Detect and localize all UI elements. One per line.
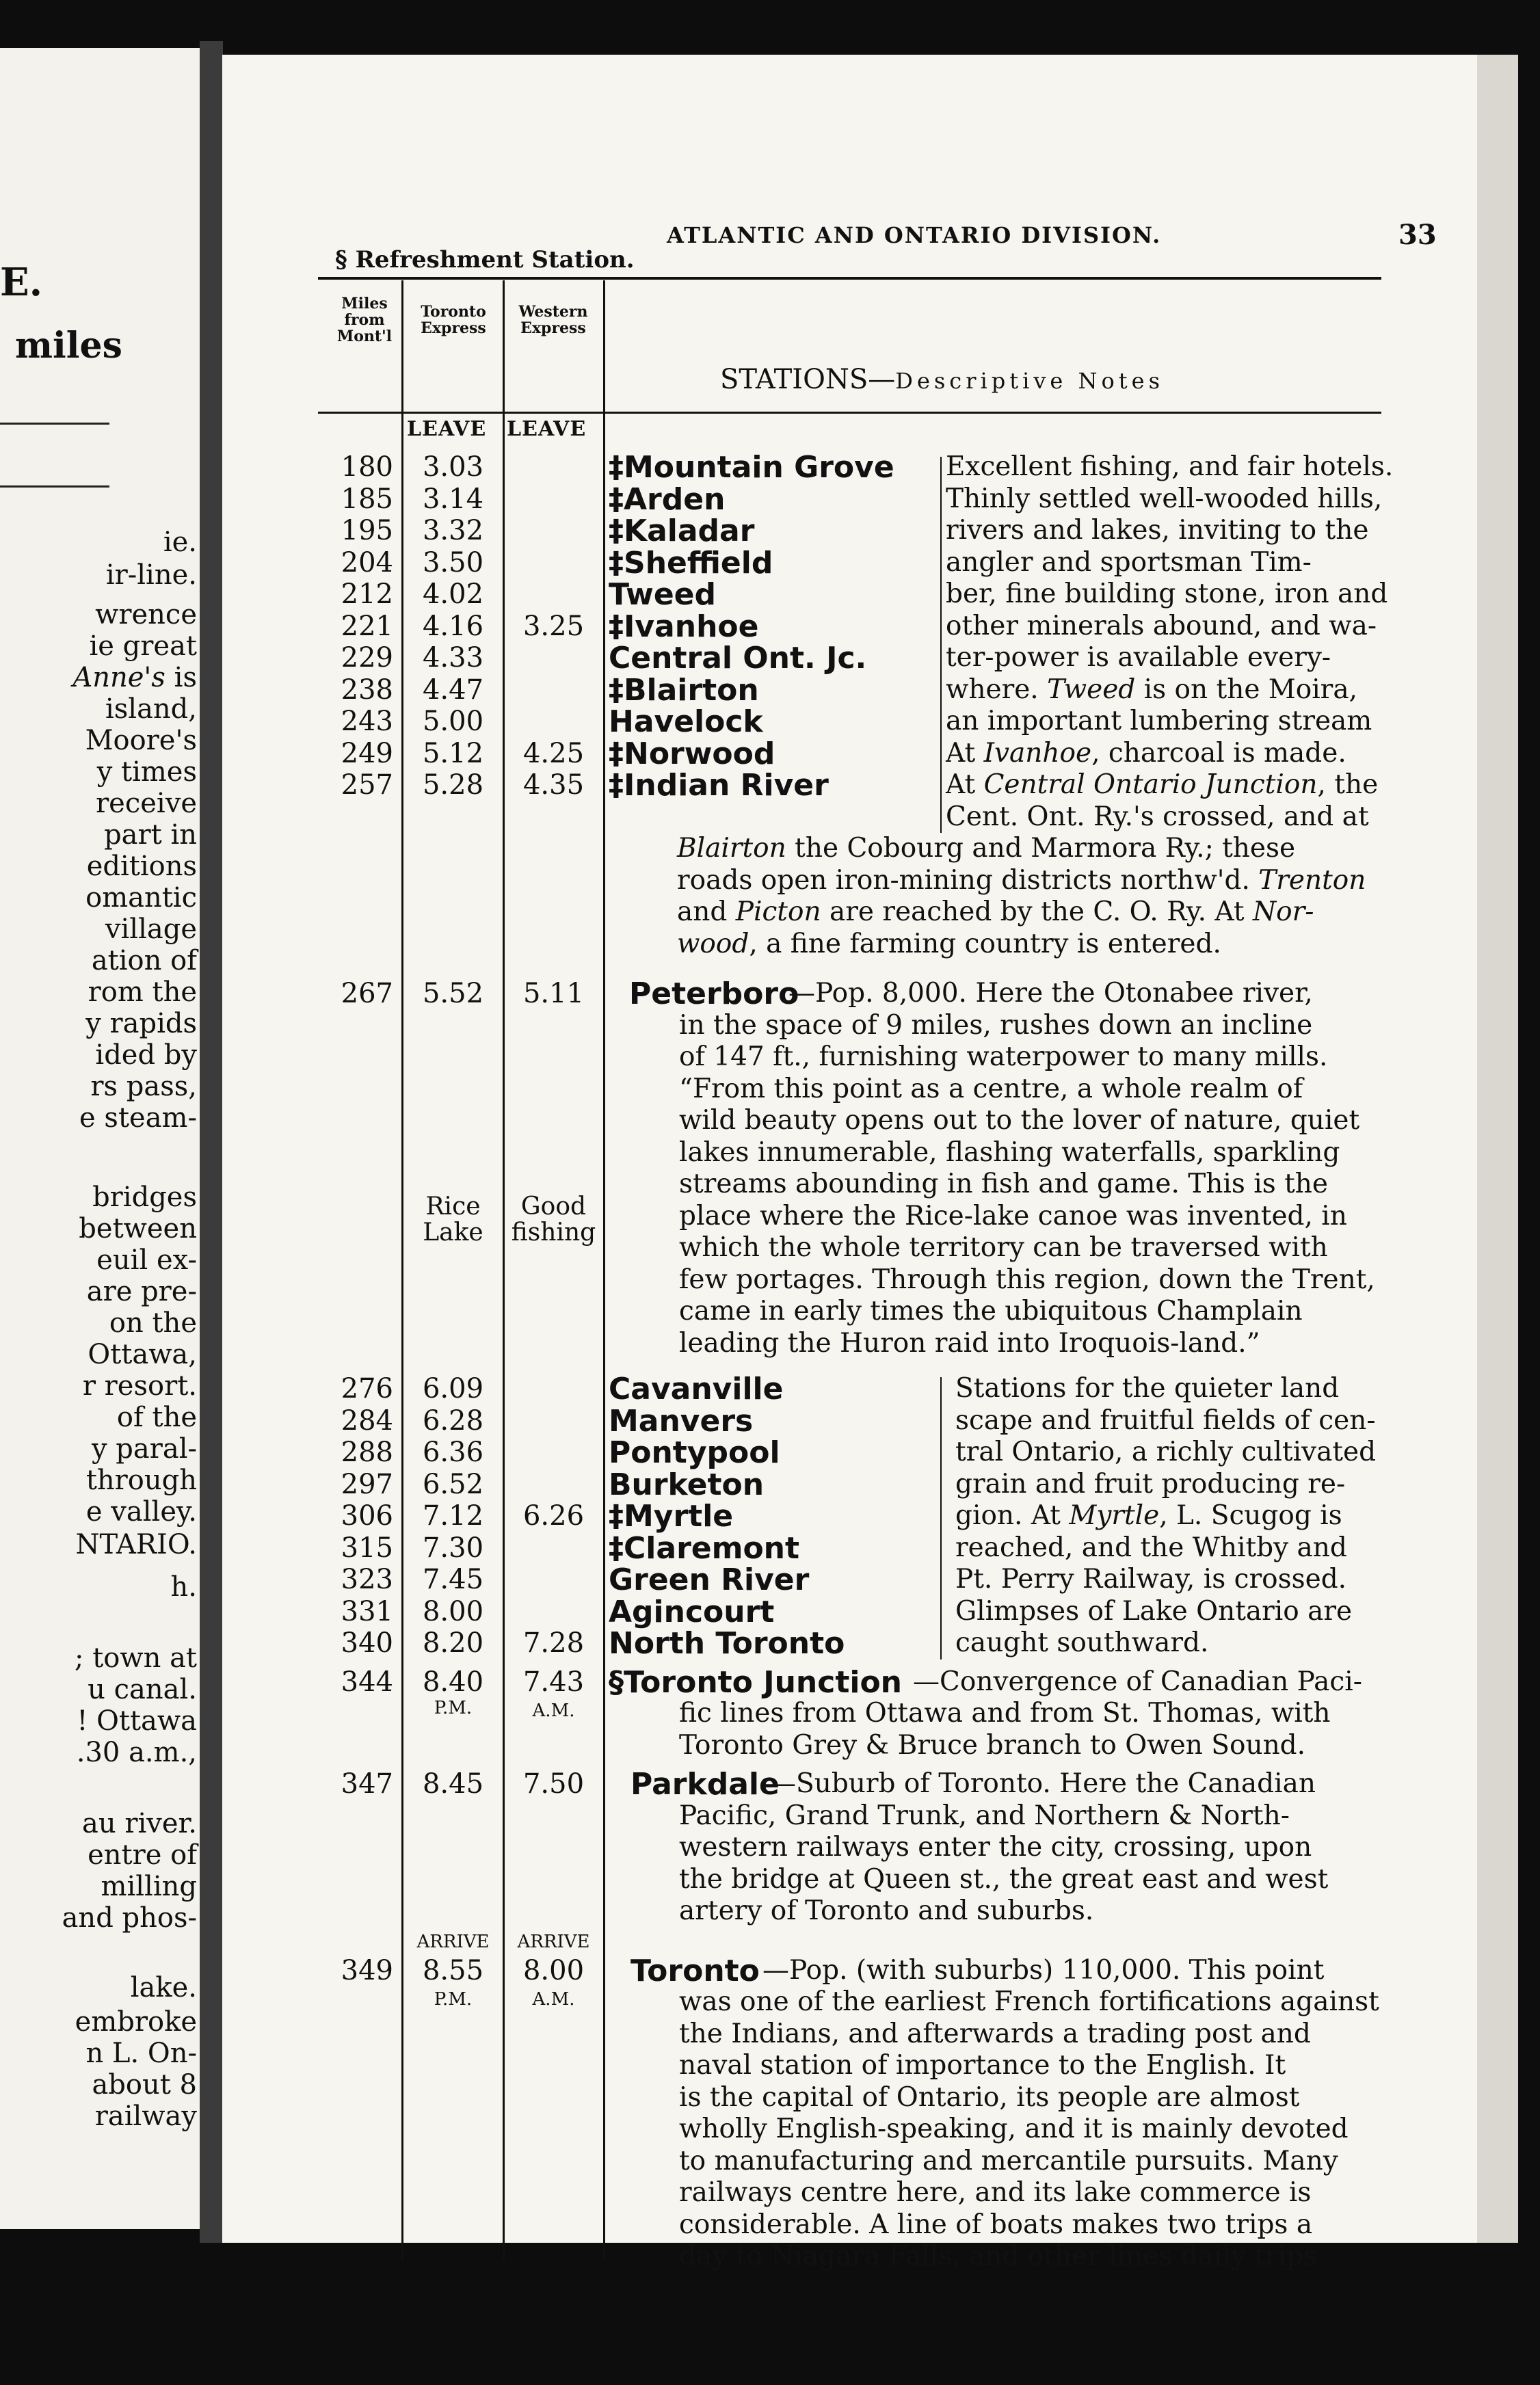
left-page-line: entre of [88, 1839, 197, 1871]
station-note: day to Niagara Falls, and other lines daily trips [679, 2241, 1318, 2271]
toronto-express-time: 6.09 [422, 1373, 484, 1404]
left-page-line: railway [94, 2101, 197, 2132]
western-express-time: 4.35 [522, 769, 585, 801]
station-note: few portages. Through this region, down the Trent, [679, 1264, 1375, 1295]
station-name: Peterboro [629, 976, 799, 1011]
toronto-express-time: 5.28 [422, 769, 484, 801]
left-page-line: y rapids [85, 1008, 197, 1039]
pm-label: P.M. [434, 1697, 473, 1718]
refreshment-note: § Refreshment Station. [335, 246, 635, 274]
station-note: Cent. Ont. Ry.'s crossed, and at [946, 801, 1369, 832]
header-rule [318, 277, 1381, 280]
station-note: Thinly settled well-wooded hills, [946, 483, 1383, 514]
miles-value: 315 [341, 1532, 393, 1564]
toronto-express-time: 3.14 [422, 483, 484, 515]
station-note: which the whole territory can be traversed with [679, 1232, 1328, 1263]
miles-value: 243 [341, 706, 393, 737]
left-page-line: rom the [88, 976, 197, 1008]
left-page-line: Moore's [85, 725, 197, 756]
station-name: Parkdale [630, 1767, 780, 1802]
station-note: Toronto Grey & Bruce branch to Owen Sound. [679, 1729, 1306, 1761]
left-page-line: village [105, 914, 197, 945]
miles-value: 238 [341, 674, 393, 706]
left-page-rule [0, 485, 109, 488]
left-page-line: are pre- [86, 1276, 197, 1307]
station-name: ‡Sheffield [609, 545, 773, 581]
station-note: naval station of importance to the English. It [679, 2050, 1286, 2081]
station-note: Pacific, Grand Trunk, and Northern & North- [679, 1800, 1290, 1831]
western-express-time: 3.25 [522, 610, 585, 642]
left-page-line: e valley. [85, 1496, 197, 1528]
western-express-time: 8.00 [522, 1954, 585, 1986]
station-note: came in early times the ubiquitous Champlain [679, 1296, 1303, 1327]
miles-value: 204 [341, 546, 393, 578]
left-page-line: y times [96, 756, 197, 788]
notes-rule [940, 1377, 942, 1660]
left-page-line: rs pass, [90, 1071, 197, 1102]
station-name: §Toronto Junction [609, 1664, 902, 1700]
station-note: place where the Rice-lake canoe was invented, in [679, 1200, 1347, 1231]
left-page [0, 48, 200, 2229]
miles-value: 347 [341, 1768, 393, 1800]
left-page-line: between [79, 1213, 197, 1244]
toronto-express-time: 8.55 [422, 1954, 484, 1986]
toronto-express-time: 3.50 [422, 546, 484, 578]
western-express-header: Western Express [518, 303, 588, 337]
miles-value: 257 [341, 769, 393, 801]
station-name: Agincourt [609, 1594, 775, 1629]
left-page-line: ation of [91, 945, 197, 976]
toronto-express-time: 6.52 [422, 1468, 484, 1500]
station-name: ‡Myrtle [609, 1499, 734, 1534]
miles-value: 284 [341, 1404, 393, 1437]
miles-value: 249 [341, 737, 393, 769]
miles-value: 306 [341, 1500, 393, 1532]
toronto-express-time: 6.36 [422, 1437, 484, 1468]
station-note: western railways enter the city, crossing, upon [679, 1832, 1312, 1863]
miles-value: 340 [341, 1627, 393, 1659]
side-note-rice-lake: Rice Lake [423, 1192, 483, 1247]
left-page-line: on the [109, 1307, 197, 1339]
station-note: and Picton are reached by the C. O. Ry. At Nor- [677, 896, 1314, 927]
toronto-express-time: 7.12 [422, 1500, 484, 1532]
toronto-express-time: 3.03 [422, 451, 484, 483]
left-page-line: au river. [82, 1808, 197, 1839]
station-note: At Central Ontario Junction, the [946, 769, 1379, 800]
miles-value: 185 [341, 483, 393, 515]
pm-label: P.M. [434, 1988, 473, 2010]
left-page-line: editions [86, 851, 197, 882]
miles-value: 297 [341, 1468, 393, 1500]
toronto-express-time: 7.30 [422, 1532, 484, 1564]
station-note: At Ivanhoe, charcoal is made. [946, 737, 1346, 769]
station-name: ‡Mountain Grove [609, 450, 894, 485]
station-note: of 147 ft., furnishing waterpower to many mills. [679, 1041, 1328, 1072]
left-page-line: island, [105, 693, 197, 725]
arrive-label: ARRIVE [517, 1931, 590, 1952]
miles-value: 323 [341, 1564, 393, 1595]
station-name: Havelock [609, 704, 763, 739]
miles-value: 229 [341, 642, 393, 674]
station-name: ‡Arden [609, 481, 726, 517]
toronto-express-time: 8.45 [422, 1768, 484, 1800]
toronto-express-time: 5.00 [422, 706, 484, 737]
left-page-line: bridges [92, 1182, 197, 1213]
station-note: scape and fruitful fields of cen- [955, 1404, 1376, 1436]
western-express-time: 7.50 [522, 1768, 585, 1800]
station-name: Manvers [609, 1403, 754, 1439]
left-page-line: ir-line. [105, 559, 197, 591]
toronto-express-time: 3.32 [422, 515, 484, 546]
station-name: ‡Norwood [609, 736, 775, 771]
station-note: artery of Toronto and suburbs. [679, 1895, 1094, 1926]
left-page-line: r resort. [82, 1370, 197, 1402]
notes-rule [940, 457, 942, 833]
station-note: Stations for the quieter land [955, 1373, 1340, 1404]
station-note: an important lumbering stream [946, 706, 1372, 736]
left-page-line: ! Ottawa [77, 1705, 197, 1737]
station-name: Tweed [609, 577, 717, 612]
toronto-express-time: 8.20 [422, 1627, 484, 1659]
left-page-line: ie. [163, 527, 197, 558]
left-page-line: wrence [95, 599, 197, 630]
station-note: tral Ontario, a richly cultivated [955, 1437, 1377, 1467]
toronto-express-time: 5.12 [422, 737, 484, 769]
left-page-line: part in [104, 819, 197, 851]
left-page-rule [0, 423, 109, 425]
left-page-line: omantic [85, 882, 197, 914]
miles-value: 331 [341, 1595, 393, 1627]
station-note: the bridge at Queen st., the great east and west [679, 1863, 1329, 1895]
miles-value: 267 [341, 978, 393, 1009]
station-name: ‡Ivanhoe [609, 609, 759, 644]
left-page-line: n L. On- [85, 2038, 197, 2069]
station-note: Excellent fishing, and fair hotels. [946, 451, 1394, 482]
station-name: ‡Indian River [609, 768, 829, 803]
station-note: the Indians, and afterwards a trading post and [679, 2018, 1311, 2049]
left-page-line: Anne's is [72, 662, 197, 693]
station-note: was one of the earliest French fortifications against [679, 1986, 1379, 2017]
side-note-good-fishing: Good fishing [511, 1192, 596, 1247]
toronto-express-time: 4.16 [422, 610, 484, 642]
left-page-line: ie great [89, 630, 197, 662]
station-name: Cavanville [609, 1372, 784, 1407]
station-note: railways centre here, and its lake commerce is [679, 2177, 1312, 2208]
left-page-line: and phos- [62, 1902, 197, 1934]
station-note: —Convergence of Canadian Paci- [913, 1666, 1362, 1697]
miles-value: 349 [341, 1954, 393, 1986]
left-page-line: about 8 [92, 2069, 197, 2101]
station-note: caught southward. [955, 1627, 1209, 1658]
left-page-line: embroke [75, 2006, 197, 2038]
left-page-line: receive [96, 788, 197, 819]
toronto-express-time: 6.28 [422, 1404, 484, 1437]
left-page-line: y paral- [91, 1433, 197, 1465]
station-name: Toronto [630, 1953, 760, 1988]
station-note: other minerals abound, and wa- [946, 610, 1377, 641]
station-note: lakes innumerable, flashing waterfalls, sparkling [679, 1136, 1340, 1168]
toronto-express-header: Toronto Express [421, 303, 486, 337]
toronto-express-time: 4.47 [422, 674, 484, 706]
am-label: A.M. [532, 1700, 575, 1721]
toronto-express-time: 5.52 [422, 978, 484, 1009]
miles-value: 344 [341, 1666, 393, 1698]
station-note: wood, a fine farming country is entered. [677, 928, 1221, 959]
station-note: where. Tweed is on the Moira, [946, 674, 1357, 705]
left-page-line: euil ex- [96, 1244, 197, 1276]
western-express-time: 5.11 [522, 978, 585, 1009]
station-note: Glimpses of Lake Ontario are [955, 1595, 1353, 1627]
station-name: North Toronto [609, 1626, 845, 1661]
miles-column-header: Miles from Mont'l [336, 295, 393, 345]
station-note: considerable. A line of boats makes two trips a [679, 2209, 1313, 2240]
toronto-express-time: 8.00 [422, 1595, 484, 1627]
left-page-line: milling [101, 1871, 197, 1902]
leave-label-toronto: LEAVE [407, 417, 487, 441]
left-page-line: ided by [95, 1039, 197, 1071]
miles-value: 288 [341, 1437, 393, 1468]
station-note: gion. At Myrtle, L. Scugog is [955, 1500, 1342, 1531]
station-note: Pt. Perry Railway, is crossed. [955, 1564, 1347, 1595]
western-express-time: 7.28 [522, 1627, 585, 1659]
station-note: to manufacturing and mercantile pursuits. Many [679, 2145, 1338, 2176]
timetable-page [222, 55, 1477, 2271]
station-name: Burketon [609, 1467, 765, 1502]
miles-value: 276 [341, 1373, 393, 1404]
station-note: wild beauty opens out to the lover of nature, quiet [679, 1105, 1360, 1136]
station-name: Central Ont. Jc. [609, 641, 867, 676]
left-page-line: of the [116, 1402, 197, 1433]
station-name: ‡Kaladar [609, 514, 755, 548]
miles-value: 212 [341, 578, 393, 610]
miles-value: 221 [341, 610, 393, 642]
western-express-time: 6.26 [522, 1500, 585, 1532]
station-note: fic lines from Ottawa and from St. Thomas, with [679, 1698, 1331, 1729]
division-title: ATLANTIC AND ONTARIO DIVISION. [667, 222, 1162, 248]
miles-value: 195 [341, 515, 393, 546]
toronto-express-time: 4.02 [422, 578, 484, 610]
station-note: angler and sportsman Tim- [946, 546, 1312, 578]
miles-value: 180 [341, 451, 393, 483]
left-page-line: NTARIO. [75, 1529, 197, 1560]
station-note: “From this point as a centre, a whole realm of [679, 1073, 1303, 1104]
toronto-express-time: 4.33 [422, 642, 484, 674]
station-note: ber, fine building stone, iron and [946, 578, 1388, 609]
left-page-line: ; town at [75, 1642, 197, 1674]
stations-column-header: STATIONS—Descriptive Notes [720, 364, 1164, 395]
left-page-heading: E. [0, 260, 43, 305]
page-number: 33 [1398, 219, 1437, 251]
page-edge [1477, 55, 1518, 2243]
station-note: —Pop. (with suburbs) 110,000. This point [762, 1954, 1325, 1986]
station-note: —Pop. 8,000. Here the Otonabee river, [788, 978, 1313, 1009]
station-note: Blairton the Cobourg and Marmora Ry.; these [677, 833, 1296, 864]
toronto-express-time: 8.40 [422, 1666, 484, 1698]
column-rule [603, 280, 605, 2260]
toronto-express-time: 7.45 [422, 1564, 484, 1595]
left-page-line: through [85, 1465, 197, 1496]
station-name: ‡Claremont [609, 1530, 800, 1566]
western-express-time: 7.43 [522, 1666, 585, 1698]
station-note: wholly English-speaking, and it is mainly devoted [679, 2114, 1349, 2144]
station-note: reached, and the Whitby and [955, 1532, 1347, 1563]
station-note: rivers and lakes, inviting to the [946, 515, 1369, 546]
station-note: leading the Huron raid into Iroquois-land.” [679, 1327, 1260, 1359]
station-name: Pontypool [609, 1435, 780, 1470]
station-note: streams abounding in fish and game. This is the [679, 1169, 1329, 1199]
arrive-label: ARRIVE [416, 1931, 490, 1952]
station-note: ter-power is available every- [946, 642, 1331, 673]
left-page-line: u canal. [88, 1674, 197, 1705]
left-page-line: lake. [130, 1972, 197, 2003]
leave-label-western: LEAVE [507, 417, 587, 441]
western-express-time: 4.25 [522, 737, 585, 769]
left-page-line: Ottawa, [88, 1339, 197, 1370]
station-note: —Suburb of Toronto. Here the Canadian [769, 1768, 1316, 1799]
station-note: in the space of 9 miles, rushes down an incline [679, 1009, 1313, 1041]
station-name: Green River [609, 1562, 810, 1597]
station-note: grain and fruit producing re- [955, 1468, 1346, 1500]
am-label: A.M. [532, 1988, 575, 2010]
station-note: roads open iron-mining districts northw'd. Trenton [677, 864, 1366, 896]
left-page-line: h. [170, 1571, 197, 1603]
book-spine [200, 41, 223, 2243]
left-page-line: .30 a.m., [76, 1737, 197, 1768]
station-note: is the capital of Ontario, its people are almost [679, 2081, 1300, 2113]
column-header-rule [318, 412, 1381, 414]
left-page-line: e steam- [79, 1102, 197, 1134]
station-name: ‡Blairton [609, 672, 759, 708]
left-page-heading-2: miles [15, 325, 122, 367]
